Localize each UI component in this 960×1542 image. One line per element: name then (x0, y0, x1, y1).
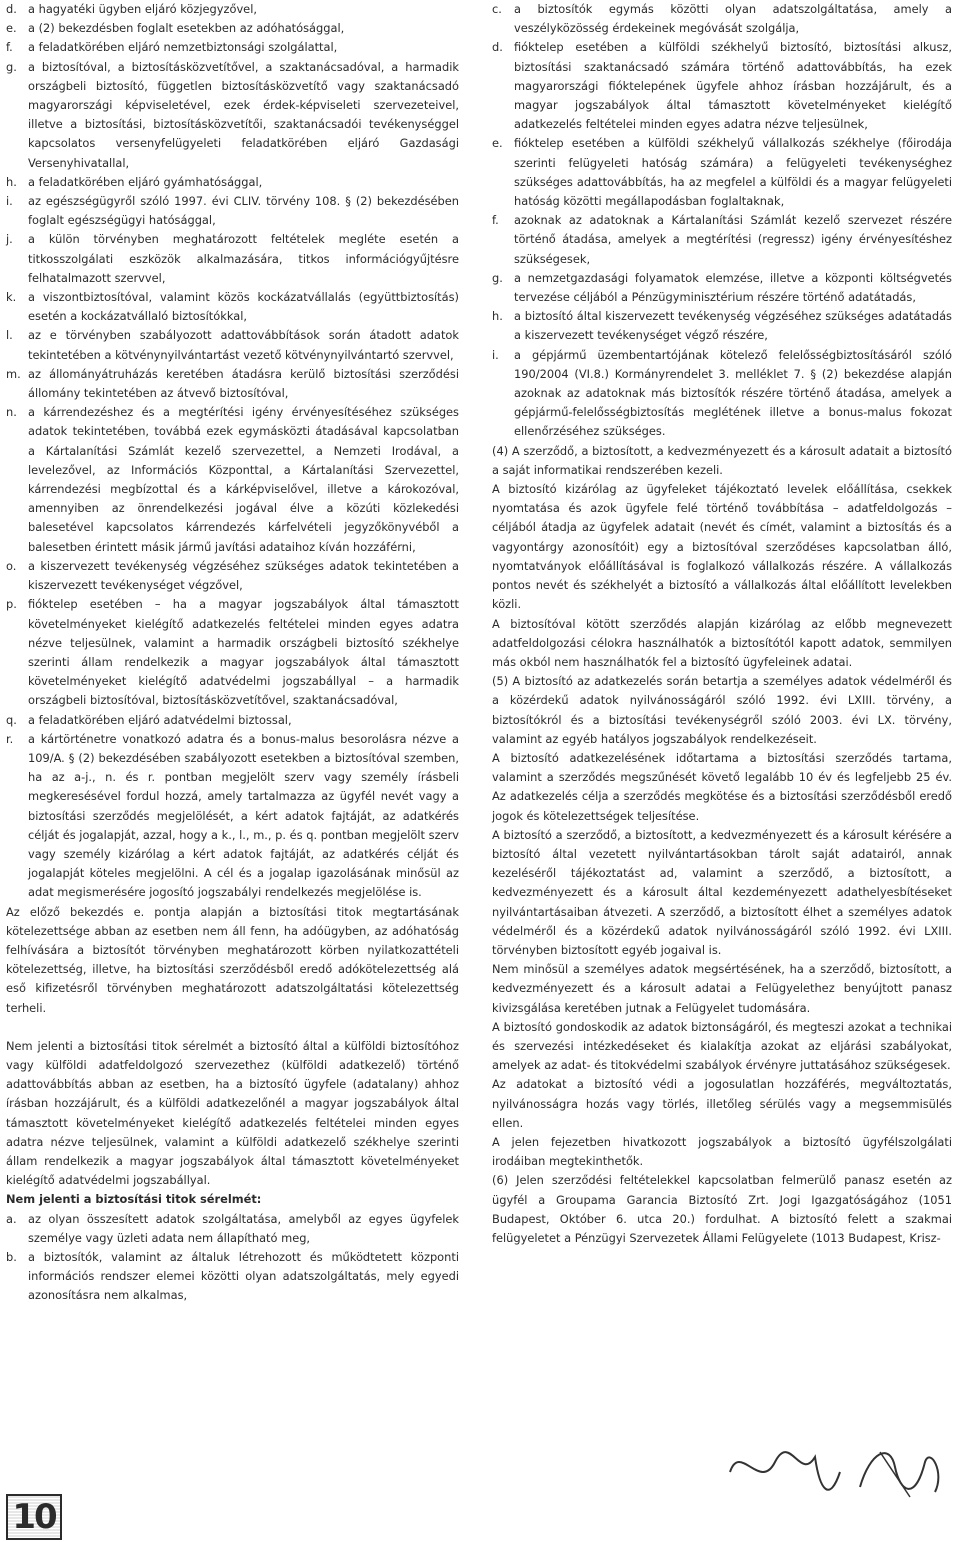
left-list-b (6, 1210, 459, 1306)
list-item-text: fióktelep esetében – ha a magyar jogszabályok által támasztott követelményeket kielégítő adatkezelés feltételei minden egyes adatra nézve teljesülnek, valamint a harmadik országbeli biztosító székhelye szerinti állam rendelkezik a magyar jogszabályok által támasztott követelményeket kielégítő adatvédelmi jogszabállyal – a harmadik országbeli biztosítóval, biztosításközvetítővel, szaktanácsadóval, (28, 597, 459, 708)
list-item-marker: d. (6, 2, 17, 16)
right-list-a (492, 0, 952, 442)
list-item-text: az olyan összesített adatok szolgáltatása, amelyből az egyes ügyfelek személye vagy üzleti adata nem állapítható meg, (28, 1211, 459, 1245)
paragraph: (4) A szerződő, a biztosított, a kedvezményezett és a károsult adatait a biztosító a saját informatikai rendszerében kezeli. (492, 443, 952, 477)
list-item (492, 134, 952, 211)
paragraph: A biztosító adatkezelésének időtartama a biztosítási szerződés tartama, valamint a szerződés megszűnését követő legalább 10 év és legfeljebb 25 év. Az adatkezelés célja a szerződés megkötése és a biztosítási szerződésből eredő jogok és kötelezettségek teljesítése. (492, 750, 952, 823)
list-item (6, 1248, 459, 1306)
list-item-text: fióktelep esetében a külföldi székhelyű vállalkozás székhelye (főirodája szerinti felügyeleti hatóság számára) a felügyeleti tevékenységhez szükséges adattovábbítás, ha az megfelel a külföldi és a magyar felügyeleti hatóság közötti megállapodásban foglaltaknak, (514, 136, 952, 209)
paragraph: A biztosító a szerződő, a biztosított, a kedvezményezett és a károsult kérésére a biztosító által vezetett nyilvántartásokban tárolt saját adatairól, annak kezeléséről tájékoztatást ad, valamint a szerződő, a biztosított, a kedvezményezett és a károsult által kezdeményezett adathelyesbítéseket nyilvántartásaiban átvezeti. A szerződő, a biztosított élhet a személyes adatok védelméről és a közérdekű adatok nyilvánosságáról szóló 1992. évi LXIII. törvényben biztosított egyéb jogaival is. (492, 827, 952, 957)
list-item-text: a feladatkörében eljáró gyámhatósággal, (28, 174, 263, 189)
right-column (492, 0, 952, 1248)
list-item (492, 269, 952, 307)
section-heading: Nem jelenti a biztosítási titok sérelmét: (6, 1192, 262, 1207)
list-item (6, 173, 459, 192)
list-item (6, 38, 459, 57)
paragraph: A biztosítóval kötött szerződés alapján kizárólag az előbb megnevezett adatfeldolgozási célokra használhatók a biztosítótól kapott adatok, semmilyen más okból nem használhatók fel a biztosító ügyfeleinek adatai. (492, 616, 952, 669)
list-item-marker: p. (6, 597, 17, 612)
list-item (6, 403, 459, 557)
list-item (492, 307, 952, 345)
list-item-marker: h. (6, 174, 17, 189)
list-item (6, 0, 459, 19)
list-item (6, 730, 459, 903)
paragraph: A biztosító gondoskodik az adatok biztonságáról, és megteszi azokat a technikai és szervezési intézkedéseket és kialakítja azokat az eljárási szabályokat, amelyek az adat- és titokvédelmi szabályok érvényre juttatásához szükségesek. (492, 1019, 952, 1073)
list-item-marker: c. (492, 2, 502, 16)
paragraph: Nem jelenti a biztosítási titok sérelmét a biztosító által a külföldi biztosítóhoz vagy külföldi adatfeldolgozó szervezethez (külföldi adatkezelő) történő adattovábbítás abban az esetben, ha a biztosító ügyfele (adatalany) ahhoz írásban hozzájárult, és a külföldi adatkezelőnél a magyar jogszabályok által támasztott követelményeket kielégítő adatkezelés feltételei minden egyes adatra nézve teljesülnek, valamint a külföldi adatkezelő székhelye szerinti állam rendelkezik a magyar jogszabályok által támasztott követelményeket kielégítő adatvédelmi jogszabállyal. (6, 1038, 459, 1188)
list-item-text: a feladatkörében eljáró adatvédelmi biztossal, (28, 712, 292, 727)
list-item-marker: h. (492, 309, 503, 324)
paragraph: Az adatokat a biztosító védi a jogosulatlan hozzáférés, megváltoztatás, nyilvánosságra hozás vagy törlés, illetőleg sérülés vagy a megsemmisülés ellen. (492, 1077, 952, 1130)
signature-stroke-1 (730, 1452, 840, 1490)
list-item-marker: a. (6, 1211, 17, 1226)
list-item-text: a feladatkörében eljáró nemzetbiztonsági szolgálattal, (28, 40, 338, 55)
paragraph: (6) Jelen szerződési feltételekkel kapcsolatban felmerülő panasz esetén az ügyfél a Groupama Garancia Biztosító Zrt. Jogi Igazgatóságához (1051 Budapest, Október 6. utca 20.) fordulhat. A biztosító felett a szakmai felügyeletet a Pénzügyi Szervezetek Állami Felügyelete (1013 Budapest, Krisz- (492, 1173, 952, 1245)
list-item (6, 1210, 459, 1248)
list-item-text: a kárrendezéshez és a megtérítési igény érvényesítéséhez szükséges adatok tekintetében, továbbá ezek egymásközti átadásával kapcsolatban a Kártalanítási Számlát kezelő szervezettel, a Nemzeti Irodával, a levelezővel, az Információs Központtal, a Kártalanítási Szervezettel, kárrendezési megbízottal és a kárképviselővel, illetve a károkozóval, amennyiben az önrendelkezési jogával élve a közúti közlekedési balesetével kapcsolatos kárrendezés kárfelvételi jegyzőkönyvéből a balesetben érintett másik jármű javítási adataihoz kíván hozzáférni, (28, 405, 459, 554)
list-item-marker: j. (6, 232, 13, 247)
list-item-text: az e törvényben szabályozott adattovábbítások során átadott adatok tekintetében a kötvénynyilvántartást vezető kötvénynyilvántartó szervvel, (28, 328, 459, 362)
page-number: 10 (6, 1494, 62, 1540)
list-item (6, 230, 459, 288)
list-item-text: a hagyatéki ügyben eljáró közjegyzővel, (28, 2, 257, 16)
list-item-text: a külön törvényben meghatározott feltételek megléte esetén a titkosszolgálati eszközök alkalmazására, titkos információgyűjtésre felhatalmazott szervvel, (28, 232, 459, 285)
list-item (6, 192, 459, 230)
list-item-marker: e. (6, 21, 17, 36)
list-item-text: a biztosítók, valamint az általuk létrehozott és működtetett központi információs rendszer elemei közötti olyan adatszolgáltatás, mely egyedi azonosításra nem alkalmas, (28, 1250, 459, 1303)
right-paragraphs (492, 442, 952, 1249)
list-item (492, 211, 952, 269)
list-item-marker: g. (6, 59, 17, 74)
list-item (492, 0, 952, 38)
list-item (6, 58, 459, 173)
list-item-text: a kártörténetre vonatkozó adatra és a bonus-malus besorolásra nézve a 109/A. § (2) bekezdésében szabályozott esetekben a biztosítóval szemben, ha az a-j., n. és r. pontban megjelölt szerv vagy személy írásbeli megkeresésével fordul hozzá, amely tartalmazza az ügyfél nevét vagy a biztosítási szerződés megjelölését, a kért adatok fajtáját, az adatkérés célját és jogalapját, azzal, hogy a k., l., m., p. és q. pontban megjelölt szerv vagy személy kizárólag a kért adatok fajtáját, az adatkérés célját és jogalapját köteles megjelölni. A cél és a jogalap igazolásának minősül az adat megismerésére jogosító jogszabályi rendelkezés megjelölése is. (28, 731, 459, 900)
list-item-text: a biztosítók egymás közötti olyan adatszolgáltatása, amely a veszélyközösség érdekeinek megóvását szolgálja, (514, 2, 952, 36)
signature-image (720, 1432, 960, 1512)
list-item-text: az állományátruházás keretében átadásra kerülő biztosítási szerződési állomány tekintetében az átvevő biztosítóval, (28, 366, 459, 401)
list-item-text: fióktelep esetében a külföldi székhelyű biztosító, biztosítási alkusz, biztosítási szaktanácsadó számára történő adattovábbítás, ha ezek magyarországi fióktelepének ügyfele ahhoz írásban hozzájárult, és a magyar jogszabályok által támasztott követelményeket kielégítő adatkezelés feltételei minden egyes adatra nézve teljesülnek, (514, 40, 952, 132)
list-item-marker: n. (6, 405, 17, 420)
list-item-marker: g. (492, 270, 503, 285)
paragraph: A biztosító kizárólag az ügyfeleket tájékoztató levelek előállítása, csekkek nyomtatása és azok ügyfele felé történő továbbítása – adatfeldolgozás – céljából átadja az ügyfelek adatait (nevét és címét, valamint a biztosítás és a vagyontárgy azonosítóit) egy a biztosítóval szerződéses kapcsolatban álló, nyomtatványok előállításával is foglalkozó vállalkozás részére. A vállalkozás pontos nevét és székhelyét a biztosító a vállalkozás által előállított levelekben közli. (492, 482, 952, 612)
signature-stroke-3 (880, 1452, 910, 1497)
list-item (6, 326, 459, 364)
list-item-text: a nemzetgazdasági folyamatok elemzése, illetve a központi költségvetés tervezése céljából a Pénzügyminisztérium részére történő adatátadás, (514, 270, 952, 305)
list-item-text: a viszontbiztosítóval, valamint közös kockázatvállalás (együttbiztosítás) esetén a kockázatvállaló biztosítókkal, (28, 290, 459, 324)
spacer (6, 1018, 459, 1037)
list-item-marker: f. (492, 213, 499, 228)
left-column (6, 0, 459, 1306)
list-item (6, 288, 459, 326)
paragraph: A jelen fejezetben hivatkozott jogszabályok a biztosító ügyfélszolgálati irodáiban megtekinthetők. (492, 1134, 952, 1169)
signature-stroke-2 (860, 1453, 938, 1492)
list-item-marker: l. (6, 328, 13, 343)
list-item-marker: i. (6, 194, 13, 209)
list-item-marker: q. (6, 712, 17, 727)
left-list-a (6, 0, 459, 903)
list-item-text: az egészségügyről szóló 1997. évi CLIV. törvény 108. § (2) bekezdésében foglalt egészségügyi hatósággal, (28, 194, 459, 228)
paragraph: Az előző bekezdés e. pontja alapján a biztosítási titok megtartásának kötelezettsége abban az esetben nem áll fenn, ha adóügyben, az adóhatóság felhívására a biztosítót törvényben meghatározott körben nyilatkozattételi kötelezettség, illetve, ha biztosítási szerződésből eredő adókötelezettség alá eső kifizetésről törvényben meghatározott adatszolgáltatási kötelezettség terheli. (6, 904, 459, 1015)
list-item (6, 19, 459, 38)
list-item-marker: e. (492, 136, 503, 151)
list-item (6, 365, 459, 403)
list-item (6, 557, 459, 595)
list-item-text: a biztosító által kiszervezett tevékenység végzéséhez szükséges adatátadás a kiszervezett tevékenységet végző részére, (514, 309, 952, 343)
list-item-text: a biztosítóval, a biztosításközvetítővel, a szaktanácsadóval, a harmadik országbeli biztosító, független biztosításközvetítő vagy szaktanácsadó magyarországi képviseletével, ezek érdek-képviseleti szervezeteivel, illetve a biztosítási, biztosításközvetítői, szaktanácsadói tevékenységgel kapcsolatos versenyfelügyeleti feladatkörében eljáró Gazdasági Versenyhivatallal, (28, 59, 459, 170)
list-item-marker: o. (6, 558, 17, 573)
list-item-text: a gépjármű üzembentartójának kötelező felelősségbiztosításáról szóló 190/2004 (VI.8.) Kormányrendelet 3. melléklet 7. § (2) bekezdése alapján azoknak az adatoknak más biztosítók részére történő átadása, amelyek a gépjármű-felelősségbiztosítás meglétének illetve a bonus-malus fokozat ellenőrzéséhez szükséges. (514, 347, 952, 439)
list-item-marker: f. (6, 40, 13, 55)
list-item (6, 595, 459, 710)
paragraph: Nem minősül a személyes adatok megsértésének, ha a szerződő, biztosított, a kedvezményezett és a károsult adatai a Felügyelethez benyújtott panasz kivizsgálása keretében jutnak a Felügyelet tudomására. (492, 962, 952, 1015)
list-item-marker: b. (6, 1250, 17, 1264)
list-item-marker: i. (492, 347, 499, 362)
list-item-text: a (2) bekezdésben foglalt esetekben az adóhatósággal, (28, 21, 345, 36)
list-item (6, 711, 459, 730)
list-item-marker: d. (492, 40, 503, 55)
list-item (492, 346, 952, 442)
list-item-marker: m. (6, 366, 21, 381)
list-item-text: a kiszervezett tevékenység végzéséhez szükséges adatok tekintetében a kiszervezett tevékenységet végzővel, (28, 558, 459, 593)
list-item-marker: r. (6, 731, 14, 746)
list-item-marker: k. (6, 290, 17, 305)
paragraph: (5) A biztosító az adatkezelés során betartja a személyes adatok védelméről és a közérdekű adatok nyilvánosságáról szóló 1992. évi LXIII. törvény, a biztosítókról és a biztosítási tevékenységről szóló 2003. évi LX. törvény, valamint az egyéb hatályos jogszabályok rendelkezéseit. (492, 674, 952, 746)
list-item (492, 38, 952, 134)
list-item-text: azoknak az adatoknak a Kártalanítási Számlát kezelő szervezet részére történő átadása, amelyek a megtérítési (regressz) igény érvényesítéshez szükségesek, (514, 213, 952, 266)
